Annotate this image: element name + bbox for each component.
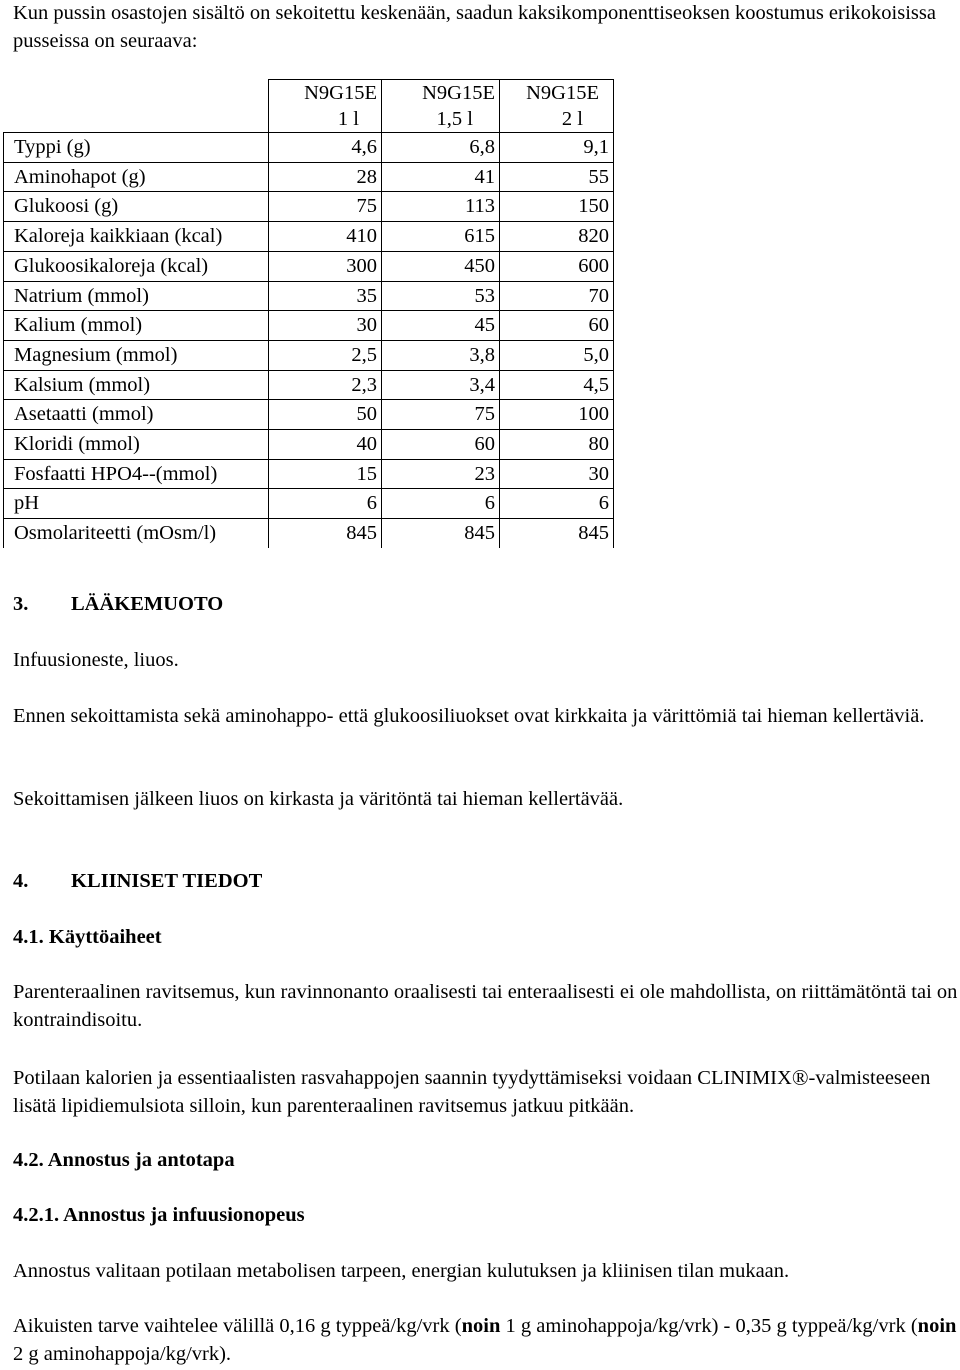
row-value: 410 — [269, 222, 382, 252]
row-label: Magnesium (mmol) — [4, 340, 269, 370]
row-value: 100 — [500, 400, 614, 430]
row-value: 2,5 — [269, 340, 382, 370]
composition-table — [3, 79, 614, 548]
row-value: 40 — [269, 430, 382, 460]
row-value: 30 — [269, 311, 382, 341]
row-value: 60 — [500, 311, 614, 341]
table-row — [4, 133, 614, 163]
section-4-1-paragraph-2: Potilaan kalorien ja essentiaalisten rasvahappojen saannin tyydyttämiseksi voidaan CLINIMIX®-valmisteeseen lisätä lipidiemulsiota silloin, kun parenteraalinen ravitsemus jatkuu pitkään. — [13, 1065, 931, 1117]
header-col-2: N9G15E 1,5 l — [382, 80, 500, 133]
row-value: 5,0 — [500, 340, 614, 370]
row-value: 845 — [500, 519, 614, 548]
row-value: 75 — [269, 192, 382, 222]
section-4-2-1-heading: 4.2.1. Annostus ja infuusionopeus — [13, 1204, 305, 1226]
row-value: 6 — [269, 489, 382, 519]
row-value: 53 — [382, 281, 500, 311]
row-value: 3,4 — [382, 370, 500, 400]
row-value: 150 — [500, 192, 614, 222]
row-value: 3,8 — [382, 340, 500, 370]
row-value: 15 — [269, 459, 382, 489]
row-label: Natrium (mmol) — [4, 281, 269, 311]
row-value: 2,3 — [269, 370, 382, 400]
row-value: 820 — [500, 222, 614, 252]
row-label: pH — [4, 489, 269, 519]
section-3-paragraph-3: Sekoittamisen jälkeen liuos on kirkasta ja väritöntä tai hieman kellertävää. — [13, 788, 624, 810]
row-value: 35 — [269, 281, 382, 311]
row-value: 70 — [500, 281, 614, 311]
section-4-1-heading: 4.1. Käyttöaiheet — [13, 926, 162, 948]
section-4-2-1-paragraph-2: Aikuisten tarve vaihtelee välillä 0,16 g typpeä/kg/vrk (noin 1 g aminohappoja/kg/vrk) - 0,35 g typpeä/kg/vrk (noin 2 g aminohappoja/kg/vrk). — [13, 1315, 957, 1365]
table-row — [4, 370, 614, 400]
row-value: 300 — [269, 251, 382, 281]
row-value: 75 — [382, 400, 500, 430]
table-row — [4, 222, 614, 252]
row-value: 45 — [382, 311, 500, 341]
row-label: Glukoosi (g) — [4, 192, 269, 222]
row-value: 28 — [269, 162, 382, 192]
row-label: Kalium (mmol) — [4, 311, 269, 341]
row-value: 55 — [500, 162, 614, 192]
table-row — [4, 459, 614, 489]
section-3-paragraph-2: Ennen sekoittamista sekä aminohappo- että glukoosiliuokset ovat kirkkaita ja värittömiä tai hieman kellertäviä. — [13, 705, 925, 727]
row-value: 30 — [500, 459, 614, 489]
table-row — [4, 311, 614, 341]
table-row — [4, 251, 614, 281]
row-label: Aminohapot (g) — [4, 162, 269, 192]
table-row — [4, 192, 614, 222]
section-3-paragraph-1: Infuusioneste, liuos. — [13, 649, 179, 671]
row-value: 60 — [382, 430, 500, 460]
table-row — [4, 489, 614, 519]
row-label: Kalsium (mmol) — [4, 370, 269, 400]
row-value: 4,5 — [500, 370, 614, 400]
row-value: 615 — [382, 222, 500, 252]
row-label: Asetaatti (mmol) — [4, 400, 269, 430]
header-col-1: N9G15E 1 l — [269, 80, 382, 133]
row-value: 845 — [382, 519, 500, 548]
row-value: 80 — [500, 430, 614, 460]
row-label: Kaloreja kaikkiaan (kcal) — [4, 222, 269, 252]
section-4-2-1-paragraph-1: Annostus valitaan potilaan metabolisen tarpeen, energian kulutuksen ja kliinisen tilan mukaan. — [13, 1260, 790, 1282]
table-row — [4, 400, 614, 430]
row-value: 845 — [269, 519, 382, 548]
row-value: 50 — [269, 400, 382, 430]
row-value: 6,8 — [382, 133, 500, 163]
header-col-3: N9G15E 2 l — [500, 80, 614, 133]
registered-symbol: ® — [791, 1065, 809, 1090]
row-label: Typpi (g) — [4, 133, 269, 163]
row-value: 9,1 — [500, 133, 614, 163]
table-row — [4, 281, 614, 311]
row-value: 450 — [382, 251, 500, 281]
table-row — [4, 162, 614, 192]
table-row — [4, 430, 614, 460]
row-label: Glukoosikaloreja (kcal) — [4, 251, 269, 281]
row-value: 6 — [500, 489, 614, 519]
header-blank-cell — [4, 80, 269, 133]
row-label: Kloridi (mmol) — [4, 430, 269, 460]
row-value: 600 — [500, 251, 614, 281]
table-header-row — [4, 80, 614, 133]
row-value: 113 — [382, 192, 500, 222]
row-value: 41 — [382, 162, 500, 192]
row-value: 4,6 — [269, 133, 382, 163]
table-row — [4, 340, 614, 370]
intro-paragraph: Kun pussin osastojen sisältö on sekoitettu keskenään, saadun kaksikomponenttiseoksen koostumus erikokoisissa pusseissa on seuraava: — [13, 2, 936, 52]
row-value: 23 — [382, 459, 500, 489]
row-label: Fosfaatti HPO4--(mmol) — [4, 459, 269, 489]
section-4-2-heading: 4.2. Annostus ja antotapa — [13, 1149, 235, 1171]
row-label: Osmolariteetti (mOsm/l) — [4, 519, 269, 548]
table-row — [4, 519, 614, 548]
section-3-heading: 3. LÄÄKEMUOTO — [13, 593, 224, 615]
row-value: 6 — [382, 489, 500, 519]
section-4-heading: 4. KLIINISET TIEDOT — [13, 870, 263, 892]
section-4-1-paragraph-1: Parenteraalinen ravitsemus, kun ravinnonanto oraalisesti tai enteraalisesti ei ole mahdollista, on riittämätöntä tai on kontraindisoitu. — [13, 981, 958, 1031]
